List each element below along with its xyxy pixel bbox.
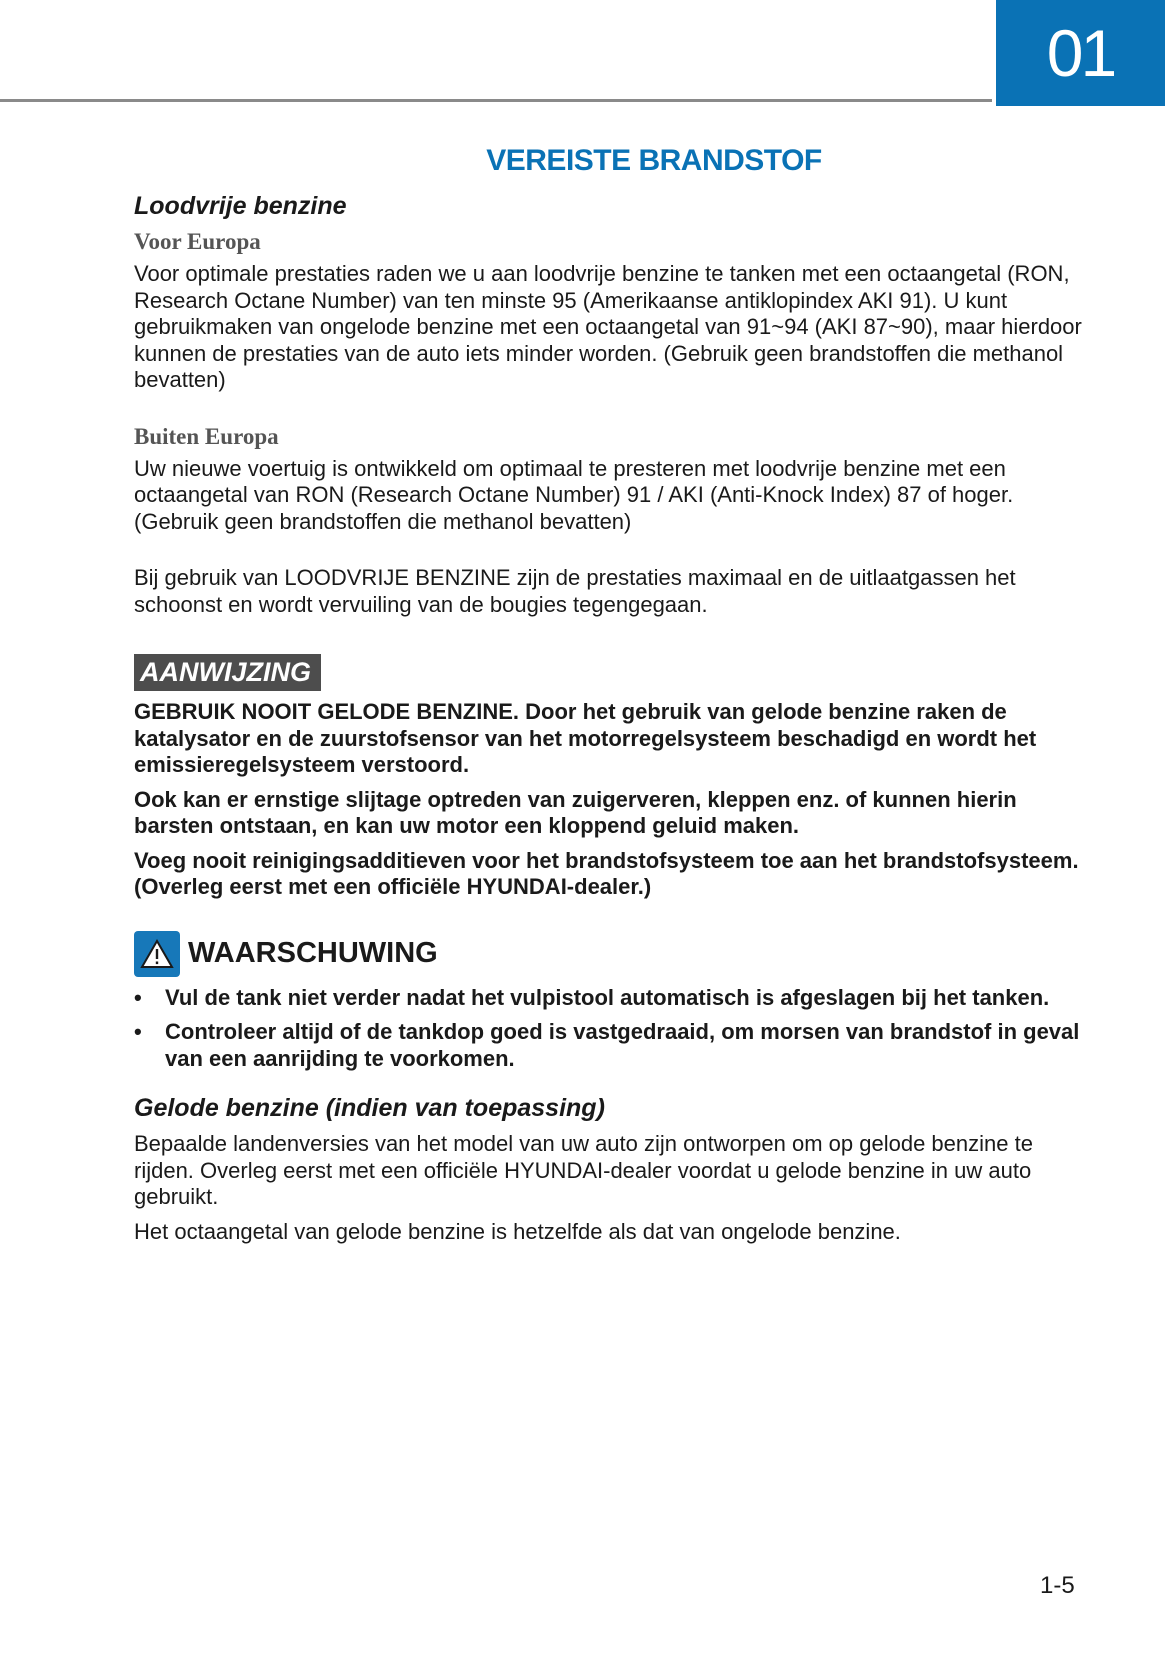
warning-section xyxy=(134,931,1094,1073)
leaded-paragraph: Het octaangetal van gelode benzine is hetzelfde als dat van ongelode benzine. xyxy=(134,1218,901,1244)
page-content xyxy=(134,144,1094,1245)
header-rule xyxy=(0,99,992,102)
outside-europe-text: Uw nieuwe voertuig is ontwikkeld om optimaal te presteren met loodvrije benzine met een octaangetal van RON (Research Octane Number) 91 / AKI (Anti-Knock Index) 87 of hoger. (Gebruik geen brandstoffen die methanol bevatten) xyxy=(134,455,1014,534)
europe-text: Voor optimale prestaties raden we u aan loodvrije benzine te tanken met een octaangetal (RON, Research Octane Number) van ten minste 95 (Amerikaanse antiklopindex AKI 91). U kunt gebruikmaken van ongelode benzine met een octaangetal van 91~94 (AKI 87~90), maar hierdoor kunnen de prestaties van de auto iets minder worden. (Gebruik geen brandstoffen die methanol bevatten) xyxy=(134,261,1082,392)
warning-bullet-text: Controleer altijd of de tankdop goed is vastgedraaid, om morsen van brandstof in geval van een aanrijding te voorkomen. xyxy=(165,1019,1080,1071)
chapter-tab: 01 xyxy=(996,0,1165,106)
warning-bullet-text: Vul de tank niet verder nadat het vulpistool automatisch is afgeslagen bij het tanken. xyxy=(165,984,1050,1010)
benefit-text: Bij gebruik van LOODVRIJE BENZINE zijn de prestaties maximaal en de uitlaatgassen het schoonst en wordt vervuiling van de bougies tegengegaan. xyxy=(134,565,1016,617)
notice-paragraph: GEBRUIK NOOIT GELODE BENZINE. Door het gebruik van gelode benzine raken de katalysator en de zuurstofsensor van het motorregelsysteem beschadigd en wordt het emissieregelsysteem verstoord. xyxy=(134,699,1037,777)
bullet-dot: • xyxy=(134,1019,142,1044)
warning-triangle-icon xyxy=(134,931,180,977)
leaded-heading: Gelode benzine (indien van toepassing) xyxy=(134,1094,605,1122)
unleaded-heading: Loodvrije benzine xyxy=(134,192,347,220)
leaded-paragraph: Bepaalde landenversies van het model van uw auto zijn ontworpen om op gelode benzine te rijden. Overleg eerst met een officiële HYUNDAI-dealer voordat u gelode benzine in uw auto gebruikt. xyxy=(134,1131,1033,1209)
warning-bullet xyxy=(134,985,1094,1012)
europe-heading: Voor Europa xyxy=(134,229,261,254)
page-title: VEREISTE BRANDSTOF xyxy=(486,144,822,177)
notice-paragraph: Voeg nooit reinigingsadditieven voor het brandstofsysteem toe aan het brandstofsysteem. (Overleg eerst met een officiële HYUNDAI-dealer.) xyxy=(134,847,1079,899)
notice-label: AANWIJZING xyxy=(134,654,321,691)
bullet-dot: • xyxy=(134,984,142,1010)
warning-title: WAARSCHUWING xyxy=(188,937,438,969)
notice-section xyxy=(134,654,1094,901)
warning-bullet xyxy=(134,1019,1094,1072)
page-number: 1-5 xyxy=(1040,1572,1075,1599)
outside-europe-heading: Buiten Europa xyxy=(134,423,279,449)
notice-paragraph: Ook kan er ernstige slijtage optreden van zuigerveren, kleppen enz. of kunnen hierin barsten ontstaan, en kan uw motor een kloppend geluid maken. xyxy=(134,786,1017,838)
